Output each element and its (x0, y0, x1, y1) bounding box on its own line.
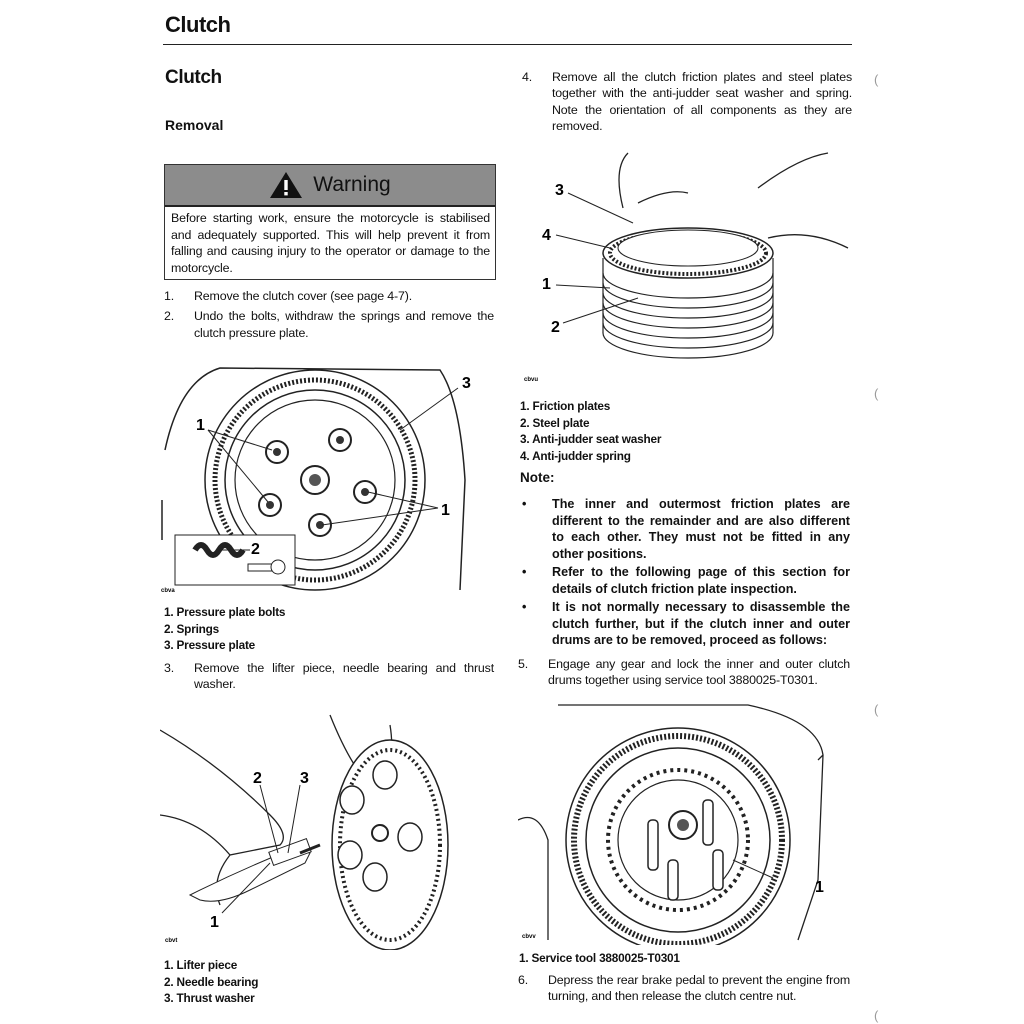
step (518, 972, 850, 1005)
warning-header (165, 165, 495, 207)
figure-pressure-plate (160, 360, 500, 600)
title-rule (163, 44, 852, 45)
legend-item: 2. Steel plate (520, 415, 590, 430)
steps-1-2 (164, 288, 494, 341)
step-text: Remove all the clutch friction plates and steel plates together with the anti-judder seat washer and spring. Note the orientation of all components as they are removed. (552, 70, 852, 134)
callout: 4 (542, 227, 551, 244)
legend-item: 1. Friction plates (520, 399, 611, 413)
legend-item: 3. Pressure plate (164, 638, 256, 652)
warning-triangle-icon (269, 171, 303, 199)
note-text: The inner and outermost friction plates are different to the remainder and are also different to each other. They must not be fitted in any other positions. (552, 497, 850, 561)
legend-item: 2. Springs (164, 621, 220, 636)
step (164, 288, 494, 304)
figure2-legend (520, 398, 661, 464)
figure-service-tool (518, 700, 858, 945)
step-text: Undo the bolts, withdraw the springs and remove the clutch pressure plate. (194, 309, 494, 340)
step-number: 5. (518, 657, 529, 671)
warning-title: Warning (313, 173, 391, 196)
legend-item: 1. Lifter piece (164, 958, 238, 972)
step-number: 3. (164, 661, 175, 675)
callout: 2 (253, 770, 262, 787)
step (518, 656, 850, 689)
callout: 1 (815, 879, 824, 896)
note-item (518, 564, 850, 597)
margin-mark: ( (874, 72, 879, 87)
callout: 1 (210, 914, 219, 931)
step-number: 2. (164, 309, 175, 324)
figure4-legend (519, 950, 680, 967)
note-item (518, 496, 850, 562)
note-text: Refer to the following page of this section for details of clutch friction plate inspection. (552, 565, 850, 596)
legend-item: 4. Anti-judder spring (520, 448, 631, 463)
figure1-legend (164, 604, 285, 654)
warning-text: Before starting work, ensure the motorcycle is stabilised and adequately supported. This will help prevent it from falling and causing injury to the operator or damage to the motorcycle. (171, 211, 490, 275)
figure-friction-plates (518, 148, 858, 388)
step-text: Remove the clutch cover (see page 4-7). (194, 289, 412, 303)
step-text: Remove the lifter piece, needle bearing and thrust washer. (194, 661, 494, 692)
step-5 (518, 656, 850, 689)
note-label: Note: (520, 470, 555, 485)
legend-item: 1. Pressure plate bolts (164, 605, 286, 619)
note-item (518, 599, 850, 649)
callout: 1 (196, 417, 205, 434)
note-text: It is not normally necessary to disassemble the clutch further, but if the clutch inner and outer drums are to be removed, proceed as follows: (552, 600, 850, 647)
callout: 1 (542, 276, 551, 293)
callout: 3 (462, 375, 471, 392)
section-title: Clutch (165, 67, 222, 88)
legend-item: 3. Thrust washer (164, 991, 255, 1005)
legend-item: 1. Service tool 3880025-T0301 (519, 951, 680, 965)
bullet: • (522, 600, 527, 614)
step (164, 660, 494, 693)
margin-mark: ( (874, 702, 879, 717)
step-number: 4. (522, 70, 533, 84)
step-3 (164, 660, 494, 693)
figure-code: cbvu (524, 377, 539, 383)
step-number: 1. (164, 289, 175, 303)
callout: 2 (251, 541, 260, 558)
warning-box (164, 164, 496, 280)
figure-code: cbvv (522, 934, 536, 940)
step-number: 6. (518, 973, 529, 987)
callout: 1 (441, 502, 450, 519)
figure3-legend (164, 957, 258, 1007)
figure-lifter-piece (160, 705, 500, 950)
legend-item: 2. Needle bearing (164, 974, 259, 989)
bullet: • (522, 497, 527, 511)
step-4 (522, 69, 852, 135)
legend-item: 3. Anti-judder seat washer (520, 432, 662, 446)
callout: 2 (551, 319, 560, 336)
callout: 3 (555, 182, 564, 199)
step-6 (518, 972, 850, 1005)
subsection-title: Removal (165, 117, 224, 133)
step-text: Depress the rear brake pedal to prevent the engine from turning, and then release the clutch centre nut. (548, 973, 850, 1004)
step (522, 69, 852, 135)
margin-mark: ( (874, 386, 879, 401)
margin-mark: ( (874, 1008, 879, 1023)
step-text: Engage any gear and lock the inner and outer clutch drums together using service tool 3880025-T0301. (548, 657, 850, 688)
page-title: Clutch (165, 12, 231, 37)
step (164, 308, 494, 341)
callout: 3 (300, 770, 309, 787)
figure-code: cbva (161, 588, 175, 594)
note-list (518, 496, 850, 651)
figure-code: cbvt (165, 938, 178, 944)
bullet: • (522, 565, 527, 579)
